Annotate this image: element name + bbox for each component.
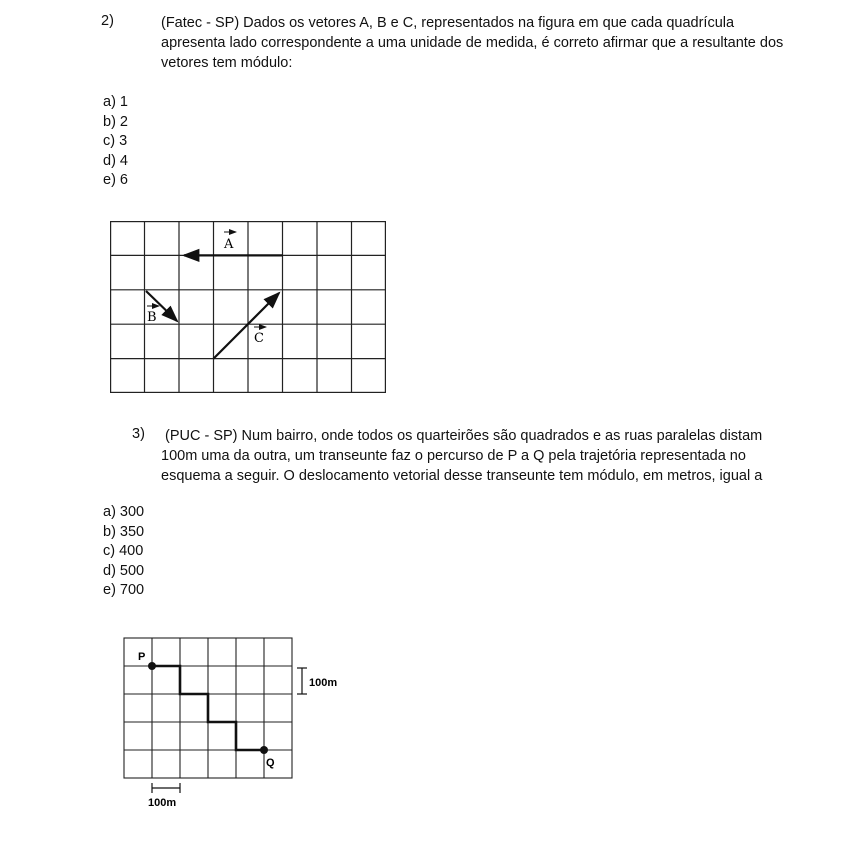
option-a: a) 1 [103, 94, 128, 110]
question-3-number: 3) [132, 426, 145, 442]
option-c: c) 3 [103, 133, 128, 149]
vertical-scale [297, 668, 307, 694]
option-c: c) 400 [103, 543, 144, 559]
question-2-text: (Fatec - SP) Dados os vetores A, B e C, representados na figura em que cada quadrícula apresenta lado correspondente a uma unidade de medida, é correto afirmar que a resultante dos vetores tem módulo: [161, 15, 784, 71]
option-e: e) 6 [103, 172, 128, 188]
vector-c-arrow [214, 293, 280, 359]
path-grid-figure [120, 634, 380, 819]
option-e: e) 700 [103, 582, 145, 598]
question-3-text: (PUC - SP) Num bairro, onde todos os quarteirões são quadrados e as ruas paralelas distam 100m uma da outra, um transeunte faz o percurso de P a Q pela trajetória representada no esquema a seguir. O deslocamento vetorial desse transeunte tem módulo, em metros, igual a [161, 428, 763, 484]
vector-b-label [147, 306, 159, 325]
option-b: b) 350 [103, 523, 145, 540]
option-d: d) 500 [103, 562, 145, 579]
vector-c-label [254, 327, 266, 346]
point-q-label: Q [266, 757, 275, 769]
question-2-options [103, 93, 128, 191]
point-q-dot [260, 746, 268, 754]
option-a: a) 300 [103, 504, 145, 520]
vector-b-letter: B [147, 310, 157, 325]
option-d: d) 4 [103, 152, 128, 169]
option-b: b) 2 [103, 113, 128, 130]
horizontal-scale-label: 100m [148, 797, 177, 809]
vector-a-label [223, 232, 236, 252]
point-p-label: P [138, 651, 146, 663]
vector-c-letter: C [254, 331, 264, 346]
question-2-number: 2) [101, 13, 114, 29]
vector-grid-figure [110, 221, 386, 393]
question-3-options [103, 503, 144, 601]
horizontal-scale [152, 783, 180, 793]
vertical-scale-label: 100m [309, 677, 338, 689]
point-p-dot [148, 662, 156, 670]
grid-lines [110, 221, 386, 393]
vector-a-letter: A [224, 237, 234, 252]
